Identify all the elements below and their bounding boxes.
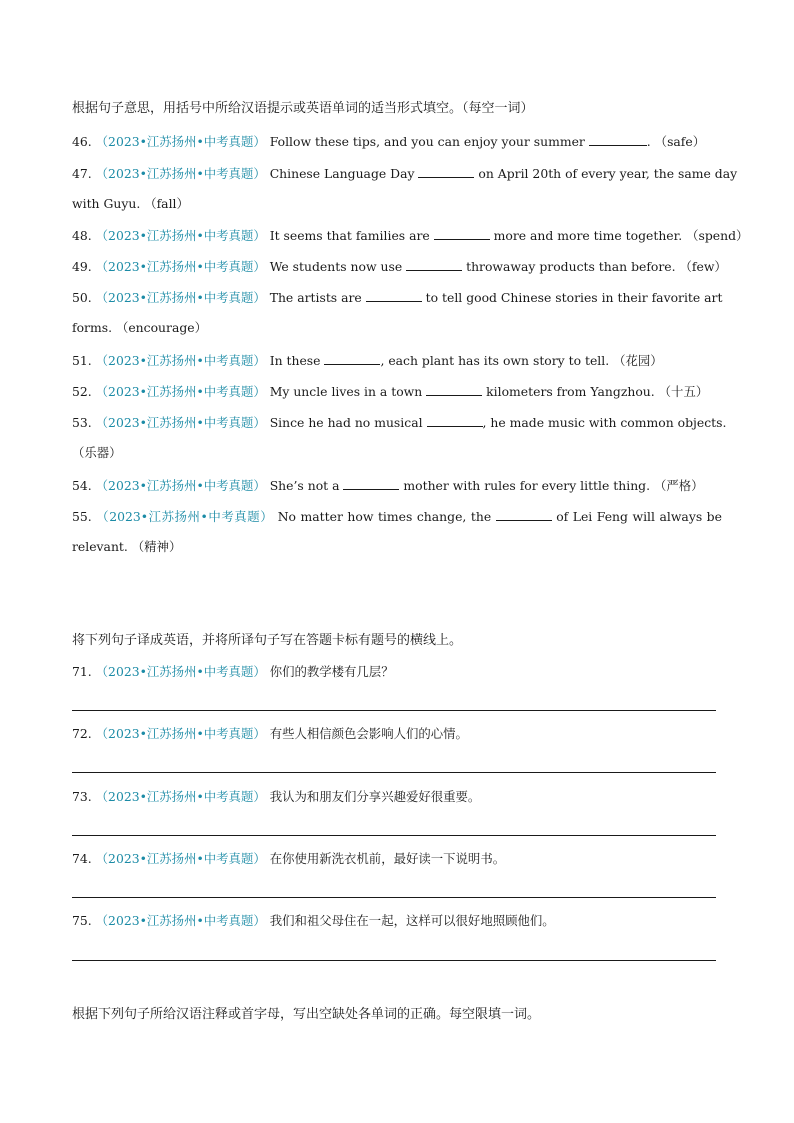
question-72 (72, 726, 722, 742)
question-54 (72, 477, 722, 494)
source-tag: （2023•江苏扬州•中考真题） (95, 913, 266, 928)
question-number: 72. (72, 726, 92, 741)
question-text: Follow these tips, and you can enjoy your summer (269, 134, 585, 149)
question-text: My uncle lives in a town (269, 384, 423, 399)
source-tag: （2023•江苏扬州•中考真题） (95, 478, 266, 493)
question-text: , he made music with common objects. (482, 415, 727, 430)
question-49 (72, 258, 727, 275)
source-tag: （2023•江苏扬州•中考真题） (95, 134, 266, 149)
section1-instruction: 根据句子意思，用括号中所给汉语提示或英语单词的适当形式填空。（每空一词） (72, 101, 534, 116)
source-tag: （2023•江苏扬州•中考真题） (95, 290, 266, 305)
question-number: 51. (72, 353, 92, 368)
question-55 (72, 508, 722, 525)
source-tag: （2023•江苏扬州•中考真题） (95, 851, 266, 866)
source-tag: （2023•江苏扬州•中考真题） (95, 353, 266, 368)
source-tag: （2023•江苏扬州•中考真题） (96, 509, 274, 524)
answer-line-73[interactable] (72, 835, 716, 836)
source-tag: （2023•江苏扬州•中考真题） (95, 726, 266, 741)
source-tag: （2023•江苏扬州•中考真题） (95, 166, 266, 181)
question-number: 50. (72, 290, 92, 305)
question-71 (72, 664, 722, 680)
answer-blank[interactable] (434, 227, 490, 240)
question-number: 52. (72, 384, 92, 399)
question-text: She’s not a (269, 478, 340, 493)
question-48 (72, 227, 749, 244)
source-tag: （2023•江苏扬州•中考真题） (95, 664, 266, 679)
source-tag: （2023•江苏扬州•中考真题） (95, 415, 266, 430)
question-52 (72, 383, 722, 400)
answer-blank[interactable] (324, 352, 380, 365)
question-47 (72, 165, 738, 182)
question-number: 75. (72, 913, 92, 928)
question-text: 我认为和朋友们分享兴趣爱好很重要。 (269, 789, 481, 804)
answer-line-75[interactable] (72, 960, 716, 961)
question-text: of Lei Feng will always be (556, 509, 722, 524)
answer-line-71[interactable] (72, 710, 716, 711)
answer-line-72[interactable] (72, 772, 716, 773)
question-number: 54. (72, 478, 92, 493)
question-text: 我们和祖父母住在一起，这样可以很好地照顾他们。 (269, 913, 555, 928)
question-text: It seems that families are (269, 228, 430, 243)
question-number: 53. (72, 415, 92, 430)
answer-blank[interactable] (589, 133, 647, 146)
question-46 (72, 133, 722, 150)
question-53 (72, 414, 727, 431)
question-text: We students now use (269, 259, 403, 274)
question-text: No matter how times change, the (277, 509, 492, 524)
question-text: In these (269, 353, 321, 368)
question-50-continued: forms. （encourage） (72, 320, 208, 335)
source-tag: （2023•江苏扬州•中考真题） (95, 259, 266, 274)
question-text: Since he had no musical (269, 415, 423, 430)
section2-instruction: 将下列句子译成英语，并将所译句子写在答题卡标有题号的横线上。 (72, 633, 463, 648)
question-number: 73. (72, 789, 92, 804)
question-text: 有些人相信颜色会影响人们的心情。 (269, 726, 468, 741)
question-number: 49. (72, 259, 92, 274)
question-number: 55. (72, 509, 92, 524)
question-number: 74. (72, 851, 92, 866)
question-text: . （safe） (646, 134, 706, 149)
question-number: 46. (72, 134, 92, 149)
question-73 (72, 789, 722, 805)
question-53-continued: （乐器） (72, 445, 122, 460)
answer-blank[interactable] (406, 258, 462, 271)
answer-blank[interactable] (427, 414, 483, 427)
question-text: kilometers from Yangzhou. （十五） (486, 384, 709, 399)
question-text: 你们的教学楼有几层？ (269, 664, 394, 679)
answer-line-74[interactable] (72, 897, 716, 898)
question-text: to tell good Chinese stories in their favorite art (425, 290, 723, 305)
question-text: on April 20th of every year, the same day (478, 166, 738, 181)
answer-blank[interactable] (418, 165, 474, 178)
question-55-continued: relevant. （精神） (72, 539, 182, 554)
source-tag: （2023•江苏扬州•中考真题） (95, 789, 266, 804)
question-47-continued: with Guyu. （fall） (72, 196, 189, 211)
source-tag: （2023•江苏扬州•中考真题） (95, 384, 266, 399)
question-text: Chinese Language Day (269, 166, 415, 181)
question-50 (72, 289, 722, 306)
question-number: 47. (72, 166, 92, 181)
answer-blank[interactable] (343, 477, 399, 490)
question-51 (72, 352, 722, 369)
question-text: throwaway products than before. （few） (466, 259, 727, 274)
question-number: 71. (72, 664, 92, 679)
question-75 (72, 913, 722, 929)
source-tag: （2023•江苏扬州•中考真题） (95, 228, 266, 243)
question-74 (72, 851, 722, 867)
question-text: mother with rules for every little thing. （严格） (403, 478, 704, 493)
question-text: The artists are (269, 290, 362, 305)
question-number: 48. (72, 228, 92, 243)
section3-instruction: 根据下列句子所给汉语注释或首字母，写出空缺处各单词的正确。每空限填一词。 (72, 1007, 541, 1022)
answer-blank[interactable] (496, 508, 552, 521)
answer-blank[interactable] (366, 289, 422, 302)
question-text: 在你使用新洗衣机前，最好读一下说明书。 (269, 851, 506, 866)
question-text: , each plant has its own story to tell. （花园） (380, 353, 663, 368)
question-text: more and more time together. （spend） (493, 228, 749, 243)
answer-blank[interactable] (426, 383, 482, 396)
